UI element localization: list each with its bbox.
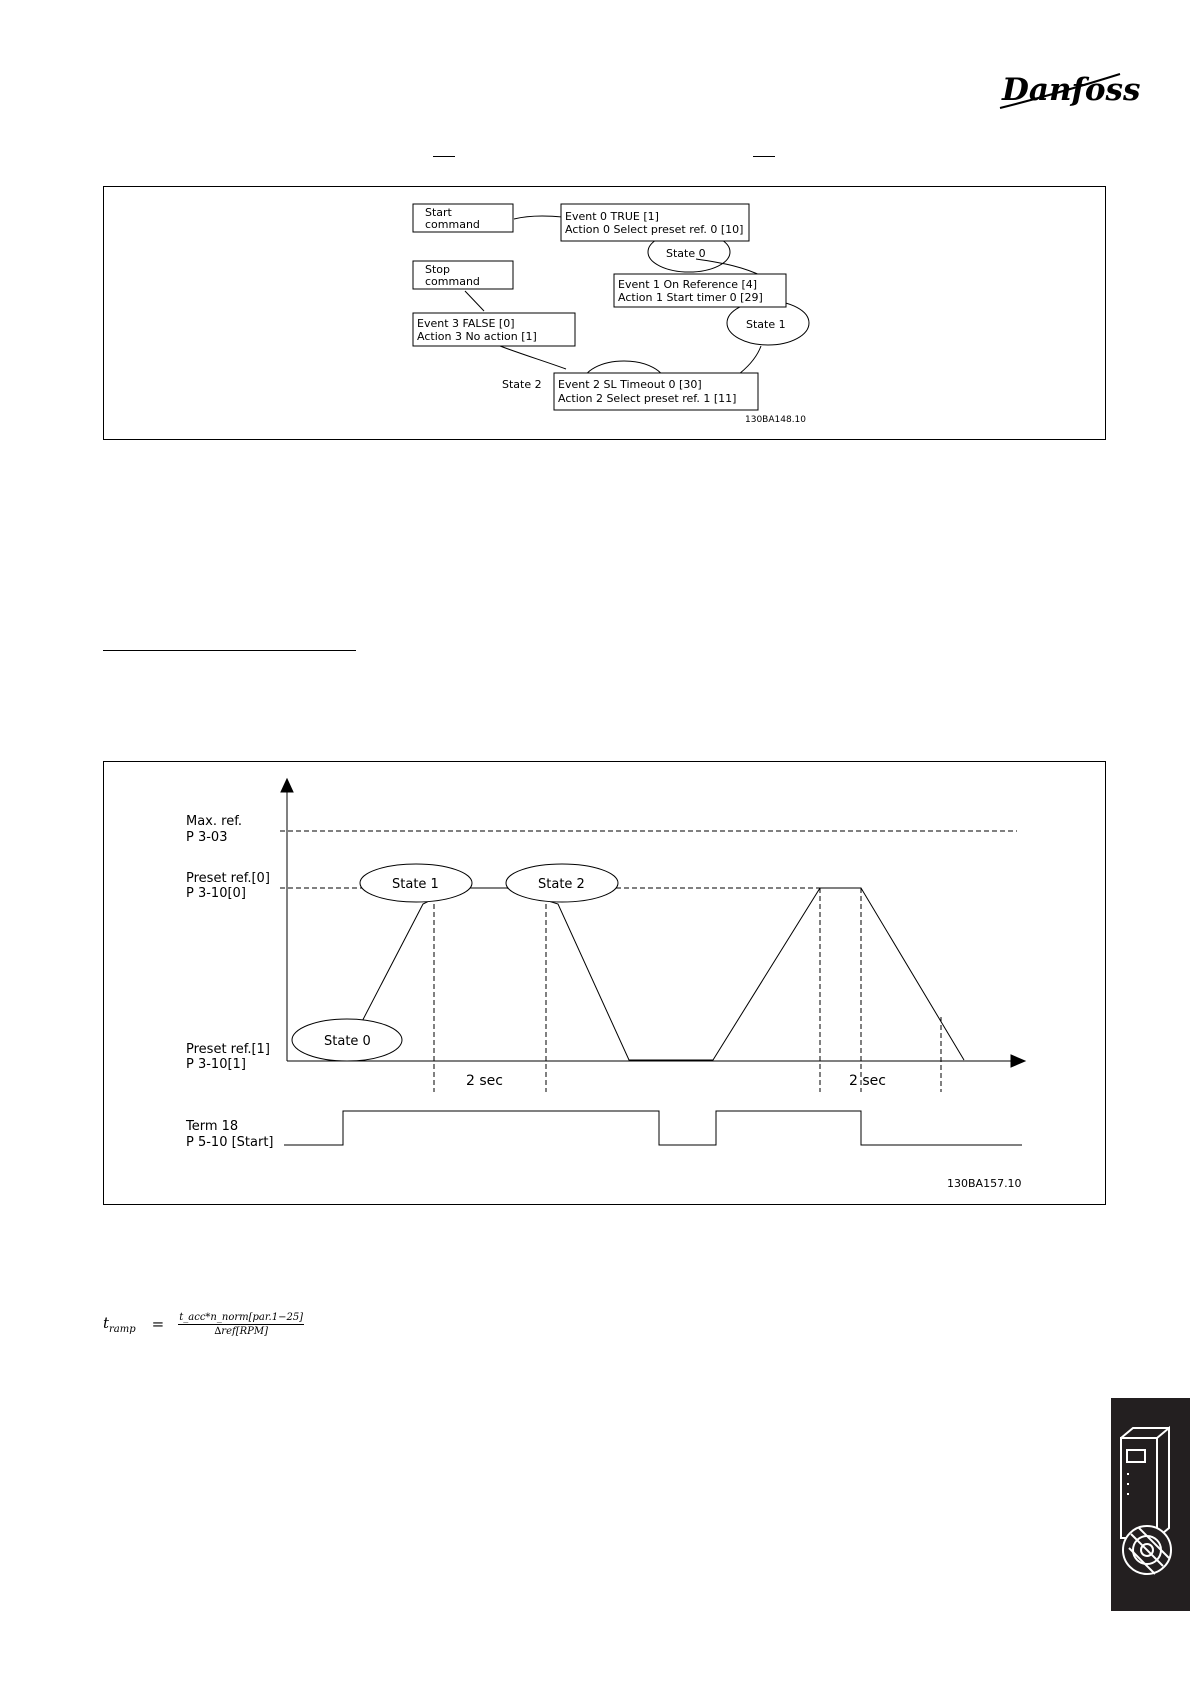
fig2-state2-label: State 2 [538,877,585,892]
formula-denominator: ∆ref[RPM] [214,1325,269,1337]
event2-line1: Event 2 SL Timeout 0 [30] [558,378,702,391]
fig2-state1-label: State 1 [392,877,439,892]
ramp-time-formula [103,1304,304,1344]
preset1-label-1: Preset ref.[1] [186,1042,270,1057]
preset0-label-1: Preset ref.[0] [186,871,270,886]
state-diagram [104,187,1107,441]
preset1-label-2: P 3-10[1] [186,1057,246,1072]
event3-line1: Event 3 FALSE [0] [417,317,515,330]
figure1-code: 130BA148.10 [745,415,807,425]
figure2-code: 130BA157.10 [947,1177,1022,1190]
drive-motor-icon [1111,1398,1190,1611]
timer-label-1: 2 sec [466,1073,503,1089]
fig2-state0-label: State 0 [324,1034,371,1049]
event1-line2: Action 1 Start timer 0 [29] [618,291,763,304]
x-axis-arrowhead [1011,1055,1025,1067]
preset0-label-2: P 3-10[0] [186,886,246,901]
formula-lhs-symbol: t [103,1313,110,1332]
connector-event3-state2 [500,346,566,369]
chapter-side-tab [1111,1398,1190,1611]
event2-line2: Action 2 Select preset ref. 1 [11] [558,392,737,405]
danfoss-logo [996,64,1141,116]
max-ref-label-1: Max. ref. [186,814,242,829]
timer-label-2: 2 sec [849,1073,886,1089]
y-axis-arrowhead [281,779,293,792]
overbar-mark-left [433,156,455,157]
event1-line1: Event 1 On Reference [4] [618,278,758,291]
formula-lhs-subscript: ramp [109,1323,136,1335]
timing-diagram-figure [103,761,1106,1205]
state0-label: State 0 [666,247,706,260]
event3-line2: Action 3 No action [1] [417,330,537,343]
timing-diagram [104,762,1107,1206]
stop-command-line1: Stop [425,263,451,276]
danfoss-logo-mark [996,64,1141,116]
start-command-line2: command [425,218,480,231]
state1-label: State 1 [746,318,786,331]
formula-fraction [178,1312,304,1337]
section-heading-rule [103,650,356,651]
formula-lhs [103,1314,136,1335]
term-label-1: Term 18 [186,1119,239,1134]
connector-stop-event3 [465,291,484,311]
start-signal [284,1111,1022,1145]
term-label-2: P 5-10 [Start] [186,1135,274,1150]
stop-command-line2: command [425,275,480,288]
formula-numerator: t_acc*n_norm[par.1−25] [179,1311,304,1323]
start-command-line1: Start [425,206,452,219]
max-ref-label-2: P 3-03 [186,830,228,845]
event0-line1: Event 0 TRUE [1] [565,210,659,223]
formula-equals: = [151,1315,165,1333]
event0-line2: Action 0 Select preset ref. 0 [10] [565,223,744,236]
speed-profile [342,888,964,1060]
state2-label: State 2 [502,378,542,391]
overbar-mark-right [753,156,775,157]
state-diagram-figure [103,186,1106,440]
svg-text:Danfoss: Danfoss [1002,72,1141,108]
